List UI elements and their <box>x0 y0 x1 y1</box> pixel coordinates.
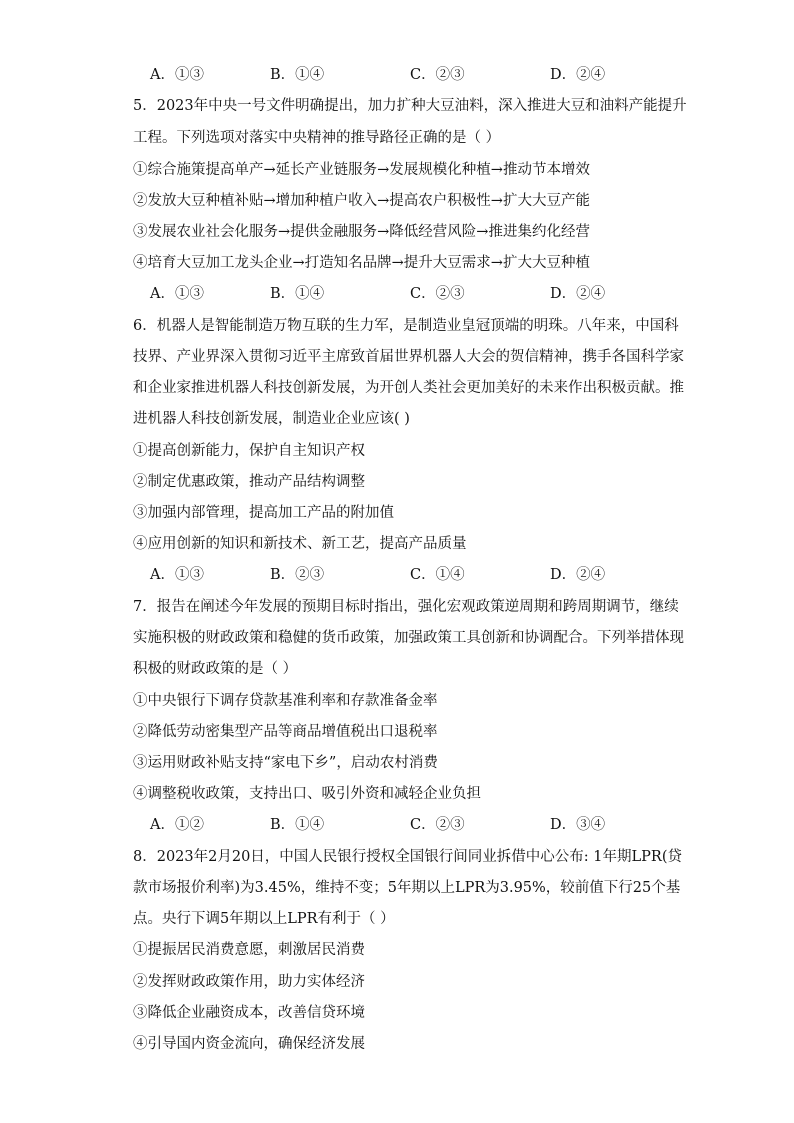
q8-stem-line-3: 点。央行下调5年期以上LPR有利于（ ） <box>133 911 395 927</box>
q5-stem-line-2: 工程。下列选项对落实中央精神的推导路径正确的是（ ） <box>133 130 501 146</box>
q5-stem-line-1: 5．2023年中央一号文件明确提出，加力扩种大豆油料，深入推进大豆和油料产能提升 <box>133 98 687 114</box>
option-a[interactable]: A．①② <box>150 817 204 833</box>
option-d[interactable]: D．③④ <box>550 817 606 833</box>
q6-item-1: ①提高创新能力，保护自主知识产权 <box>133 443 365 459</box>
q5-item-3: ③发展农业社会化服务→提供金融服务→降低经营风险→推进集约化经营 <box>133 224 590 240</box>
option-b[interactable]: B．①④ <box>270 286 325 302</box>
q7-item-4: ④调整税收政策，支持出口、吸引外资和减轻企业负担 <box>133 786 481 802</box>
q6-item-4: ④应用创新的知识和新技术、新工艺，提高产品质量 <box>133 536 467 552</box>
option-b[interactable]: B．①④ <box>270 67 325 83</box>
option-d[interactable]: D．②④ <box>550 567 606 583</box>
q7-item-1: ①中央银行下调存贷款基准利率和存款准备金率 <box>133 693 438 709</box>
q6-stem-line-2: 技界、产业界深入贯彻习近平主席致首届世界机器人大会的贺信精神，携手各国科学家 <box>133 349 684 365</box>
q8-item-1: ①提振居民消费意愿，刺激居民消费 <box>133 942 365 958</box>
option-a[interactable]: A．①③ <box>150 286 204 302</box>
q6-options <box>150 565 670 585</box>
q5-item-4: ④培育大豆加工龙头企业→打造知名品牌→提升大豆需求→扩大大豆种植 <box>133 255 590 271</box>
q6-item-3: ③加强内部管理，提高加工产品的附加值 <box>133 505 394 521</box>
option-b[interactable]: B．②③ <box>270 567 325 583</box>
q7-stem-line-1: 7．报告在阐述今年发展的预期目标时指出，强化宏观政策逆周期和跨周期调节，继续 <box>133 599 679 615</box>
q6-stem-line-3: 和企业家推进机器人科技创新发展，为开创人类社会更加美好的未来作出积极贡献。推 <box>133 380 684 396</box>
q8-item-4: ④引导国内资金流向，确保经济发展 <box>133 1036 365 1052</box>
q7-item-2: ②降低劳动密集型产品等商品增值税出口退税率 <box>133 724 438 740</box>
option-d[interactable]: D．②④ <box>550 67 606 83</box>
q8-stem-line-1: 8．2023年2月20日，中国人民银行授权全国银行间同业拆借中心公布: 1年期LPR(贷 <box>133 849 682 865</box>
option-b[interactable]: B．①④ <box>270 817 325 833</box>
option-a[interactable]: A．①③ <box>150 67 204 83</box>
option-c[interactable]: C．②③ <box>410 67 465 83</box>
q6-stem-line-1: 6．机器人是智能制造万物互联的生力军，是制造业皇冠顶端的明珠。八年来，中国科 <box>133 318 679 334</box>
q7-options <box>150 815 670 835</box>
q6-item-2: ②制定优惠政策，推动产品结构调整 <box>133 474 365 490</box>
q7-stem-line-3: 积极的财政政策的是（ ） <box>133 661 298 677</box>
option-d[interactable]: D．②④ <box>550 286 606 302</box>
q6-stem-line-4: 进机器人科技创新发展，制造业企业应该( ) <box>133 411 410 427</box>
q8-stem-line-2: 款市场报价利率)为3.45%，维持不变；5年期以上LPR为3.95%，较前值下行25个基 <box>133 880 681 896</box>
q4-options <box>150 65 670 85</box>
option-c[interactable]: C．②③ <box>410 286 465 302</box>
q8-item-3: ③降低企业融资成本，改善信贷环境 <box>133 1005 365 1021</box>
q8-item-2: ②发挥财政政策作用，助力实体经济 <box>133 974 365 990</box>
q5-options <box>150 284 670 304</box>
q5-item-2: ②发放大豆种植补贴→增加种植户收入→提高农户积极性→扩大大豆产能 <box>133 193 590 209</box>
q5-item-1: ①综合施策提高单产→延长产业链服务→发展规模化种植→推动节本增效 <box>133 162 590 178</box>
option-a[interactable]: A．①③ <box>150 567 204 583</box>
q7-stem-line-2: 实施积极的财政政策和稳健的货币政策，加强政策工具创新和协调配合。下列举措体现 <box>133 630 684 646</box>
option-c[interactable]: C．①④ <box>410 567 465 583</box>
q7-item-3: ③运用财政补贴支持“家电下乡”，启动农村消费 <box>133 755 438 771</box>
option-c[interactable]: C．②③ <box>410 817 465 833</box>
